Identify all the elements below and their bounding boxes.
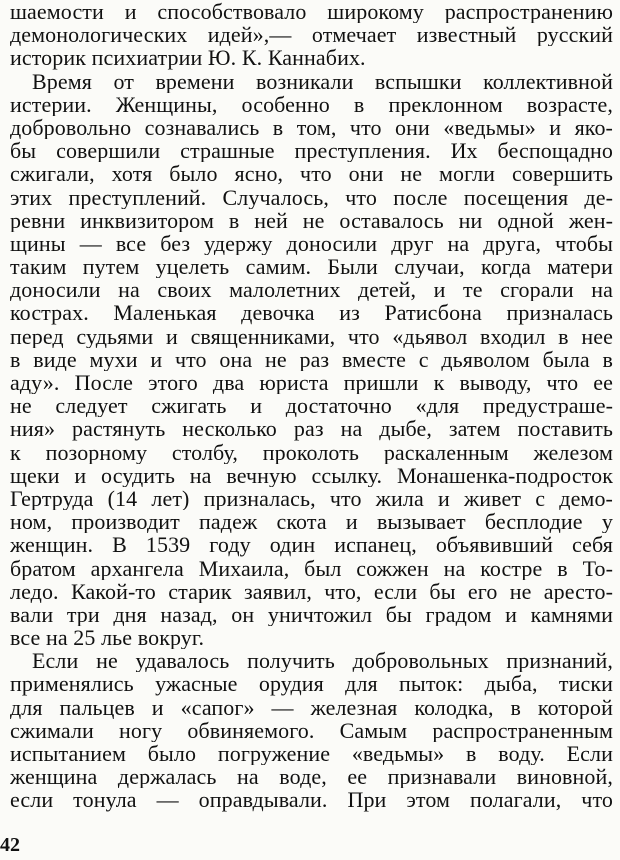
text-line: бы совершили страшные преступления. Их беспощадно xyxy=(10,139,613,163)
text-line: шаемости и способствовало широкому распространению xyxy=(10,0,613,24)
text-line: ния» растянуть несколько раз на дыбе, затем поставить xyxy=(10,417,613,441)
paragraph-start-line: Время от времени возникали вспышки коллективной xyxy=(32,69,613,93)
text-line: если тонула — оправдывали. При этом полагали, что xyxy=(10,788,613,812)
text-line: к позорному столбу, проколоть раскаленным железом xyxy=(10,440,613,464)
text-line: в виде мухи и что она не раз вместе с дьяволом была в xyxy=(10,347,613,371)
text-line: доносили на своих малолетних детей, и те сгорали на xyxy=(10,278,613,302)
page-number: 42 xyxy=(0,834,20,856)
text-line: Гертруда (14 лет) призналась, что жила и живет с демо- xyxy=(10,486,613,511)
text-line: не следует сжигать и достаточно «для предустраше- xyxy=(10,394,613,418)
text-line: перед судьями и священниками, что «дьявол входил в нее xyxy=(10,324,613,348)
text-line: вали три дня назад, он уничтожил бы градом и камнями xyxy=(10,602,613,627)
text-line: аду». После этого два юриста пришли к выводу, что ее xyxy=(10,371,613,395)
text-line: кострах. Маленькая девочка из Ратисбона призналась xyxy=(10,301,613,325)
text-line: добровольно сознавались в том, что они «ведьмы» и яко- xyxy=(10,115,613,140)
text-line: женщин. В 1539 году один испанец, объявивший себя xyxy=(10,533,613,557)
text-line: для пальцев и «сапог» — железная колодка, в которой xyxy=(10,695,613,719)
text-line: все на 25 лье вокруг. xyxy=(10,626,205,650)
text-line: сжигали, хотя было ясно, что они не могли совершить xyxy=(10,162,613,186)
text-line: ревни инквизитором в ней не оставалось ни одной жен- xyxy=(10,208,613,232)
body-text xyxy=(10,0,613,812)
text-line: ном, производит падеж скота и вызывает бесплодие у xyxy=(10,510,613,534)
text-line: братом архангела Михаила, был сожжен на костре в То- xyxy=(10,556,613,580)
text-line: этих преступлений. Случалось, что после посещения де- xyxy=(10,185,613,209)
text-line: щины — все без удержу доносили друг на друга, чтобы xyxy=(10,231,613,256)
text-line: женщина держалась на воде, ее признавали виновной, xyxy=(10,765,613,789)
text-line: щеки и осудить на вечную ссылку. Монашенка-подросток xyxy=(10,463,613,487)
text-line: сжимали ногу обвиняемого. Самым распространенным xyxy=(10,718,613,742)
text-line: таким путем уцелеть самим. Были случаи, когда матери xyxy=(10,255,613,279)
text-line: демонологических идей»,— отмечает известный русский xyxy=(10,23,613,47)
paragraph-start-line: Если не удавалось получить добровольных признаний, xyxy=(32,649,613,673)
text-line: ледо. Какой-то старик заявил, что, если бы его не аресто- xyxy=(10,579,613,603)
text-line: применялись ужасные орудия для пыток: дыба, тиски xyxy=(10,672,613,696)
text-line: испытанием было погружение «ведьмы» в воду. Если xyxy=(10,742,613,766)
text-line: истерии. Женщины, особенно в преклонном возрасте, xyxy=(10,92,613,116)
text-line: историк психиатрии Ю. К. Каннабих. xyxy=(10,46,366,70)
